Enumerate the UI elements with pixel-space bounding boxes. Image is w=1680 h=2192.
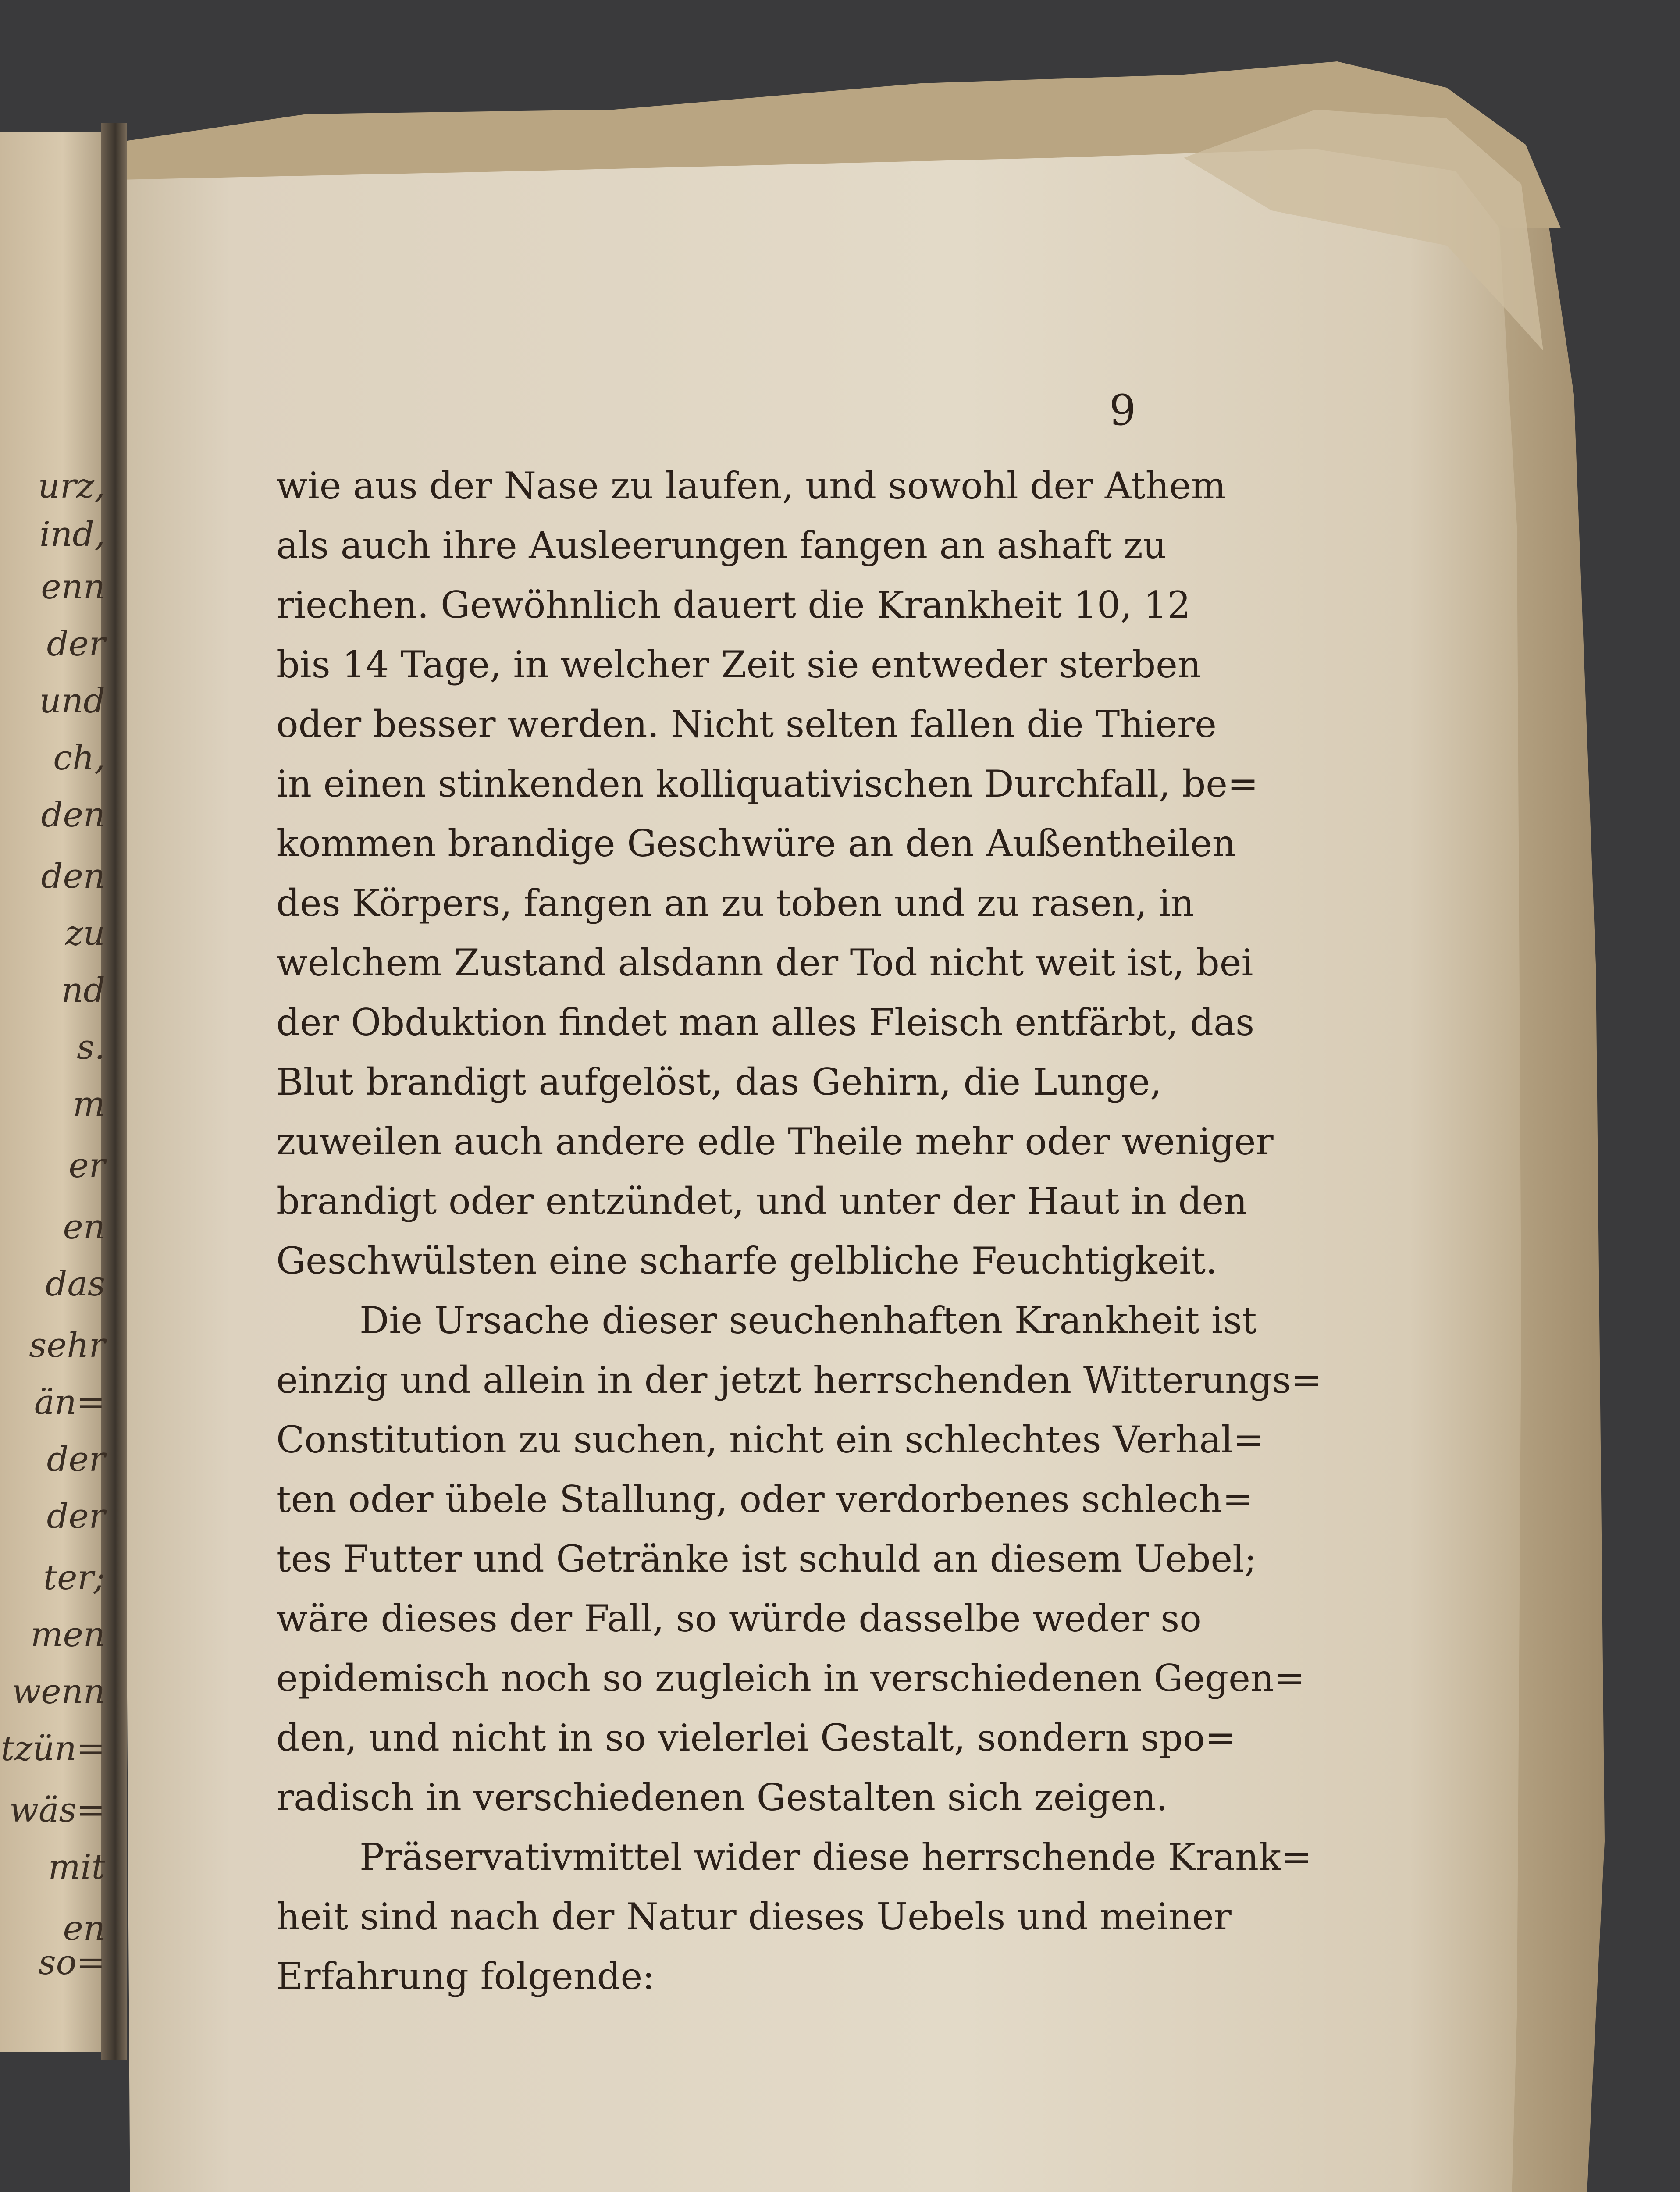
text-line: Blut brandigt aufgelöst, das Gehirn, die Lunge, <box>276 1060 1162 1103</box>
left-page-line: urz, <box>38 466 105 506</box>
left-page-line: s. <box>77 1028 105 1067</box>
text-line: zuweilen auch andere edle Theile mehr oder weniger <box>276 1120 1274 1163</box>
text-line: welchem Zustand alsdann der Tod nicht weit ist, bei <box>276 941 1253 984</box>
left-page-line: der <box>46 1497 105 1536</box>
left-page-line: und <box>39 681 105 721</box>
left-page-line: men <box>30 1615 105 1655</box>
left-page-line: den <box>41 795 105 835</box>
left-page-line: sehr <box>29 1326 105 1365</box>
left-page-line: tzün= <box>0 1729 105 1769</box>
left-page-line: zu <box>65 914 105 953</box>
page-body-text <box>276 456 1322 2006</box>
text-line: oder besser werden. Nicht selten fallen die Thiere <box>276 703 1217 746</box>
left-page-line: mit <box>48 1847 105 1887</box>
text-line: Präservativmittel wider diese herrschende Krank= <box>359 1836 1312 1879</box>
text-line: riechen. Gewöhnlich dauert die Krankheit 10, 12 <box>276 584 1191 626</box>
text-line: brandigt oder entzündet, und unter der Haut in den <box>276 1180 1248 1223</box>
left-page-line: den <box>41 857 105 896</box>
left-page-line: der <box>46 1440 105 1479</box>
text-line: heit sind nach der Natur dieses Uebels und meiner <box>276 1895 1232 1938</box>
text-line: Die Ursache dieser seuchenhaften Krankheit ist <box>359 1299 1257 1342</box>
text-line: in einen stinkenden kolliquativischen Durchfall, be= <box>276 762 1259 805</box>
text-line: Constitution zu suchen, nicht ein schlechtes Verhal= <box>276 1418 1264 1461</box>
paragraph <box>276 1291 1322 1827</box>
left-page-line: en so= <box>38 1909 105 1982</box>
paragraph <box>276 456 1274 1291</box>
page-number: 9 <box>1109 386 1136 435</box>
text-line: Erfahrung folgende: <box>276 1955 655 1998</box>
left-page-line: ch, <box>53 738 105 778</box>
text-line: bis 14 Tage, in welcher Zeit sie entweder sterben <box>276 643 1201 686</box>
text-line: ten oder übele Stallung, oder verdorbenes schlech= <box>276 1478 1253 1521</box>
text-line: tes Futter und Getränke ist schuld an diesem Uebel; <box>276 1537 1257 1580</box>
left-page-line: en <box>63 1207 105 1247</box>
left-page-line: ter; <box>43 1558 105 1598</box>
text-line: wie aus der Nase zu laufen, und sowohl der Athem <box>276 464 1226 507</box>
left-page-line: ind, <box>39 515 105 554</box>
left-page-line: er <box>68 1146 105 1185</box>
text-line: radisch in verschiedenen Gestalten sich zeigen. <box>276 1776 1168 1819</box>
text-line: den, und nicht in so vielerlei Gestalt, sondern spo= <box>276 1716 1236 1759</box>
paragraph <box>276 1827 1312 2006</box>
left-page-line: wäs= <box>9 1790 105 1830</box>
left-page-line: nd <box>61 971 105 1010</box>
left-page-line: der <box>46 624 105 664</box>
left-page-line: än= <box>34 1383 105 1422</box>
text-line: des Körpers, fangen an zu toben und zu rasen, in <box>276 882 1195 925</box>
text-line: wäre dieses der Fall, so würde dasselbe weder so <box>276 1597 1202 1640</box>
text-line: der Obduktion findet man alles Fleisch entfärbt, das <box>276 1001 1255 1044</box>
text-line: epidemisch noch so zugleich in verschiedenen Gegen= <box>276 1657 1305 1700</box>
left-page-line: m <box>73 1085 105 1124</box>
text-line: kommen brandige Geschwüre an den Außentheilen <box>276 822 1236 865</box>
left-page-line: enn <box>41 567 105 607</box>
left-page-line: das <box>45 1264 105 1304</box>
left-page-line: wenn <box>11 1672 105 1712</box>
text-line: Geschwülsten eine scharfe gelbliche Feuchtigkeit. <box>276 1239 1217 1282</box>
text-line: als auch ihre Ausleerungen fangen an ashaft zu <box>276 524 1167 567</box>
text-line: einzig und allein in der jetzt herrschenden Witterungs= <box>276 1359 1322 1402</box>
